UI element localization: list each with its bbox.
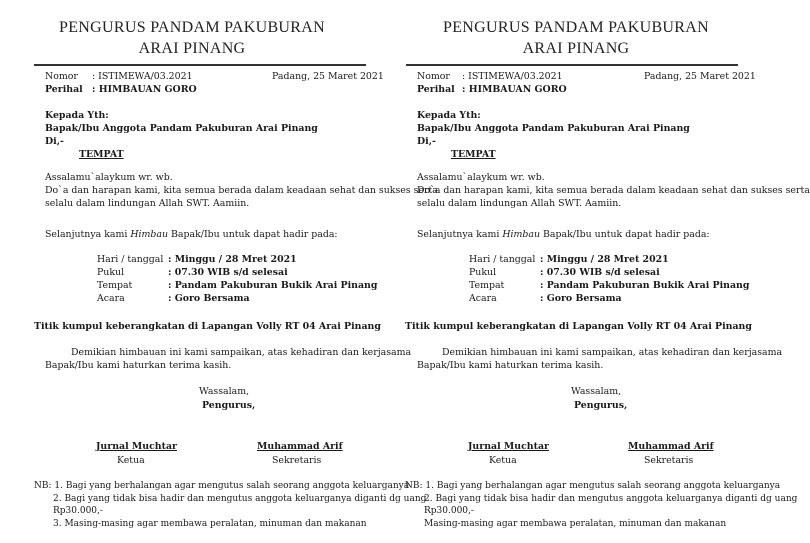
detail-value-place: : Pandam Pakuburan Bukik Arai Pinang — [540, 280, 750, 291]
detail-label-event: Acara — [97, 293, 125, 304]
body-line1: Do`a dan harapan kami, kita semua berada dalam keadaan sehat dan sukses serta — [45, 185, 438, 196]
detail-label-place: Tempat — [97, 280, 133, 291]
recipient: Bapak/Ibu Anggota Pandam Pakuburan Arai Pinang — [417, 123, 690, 134]
signature-sekretaris-role: Sekretaris — [644, 455, 694, 466]
header-rule — [406, 64, 738, 66]
signature-ketua-role: Ketua — [489, 455, 517, 466]
nb-line2: 2. Bagi yang tidak bisa hadir dan mengutus anggota keluarganya diganti dg uang — [424, 494, 798, 504]
signature-ketua-name: Jurnal Muchtar — [468, 441, 549, 452]
pengurus: Pengurus, — [202, 400, 256, 411]
header-rule — [34, 64, 366, 66]
detail-label-time: Pukul — [469, 267, 497, 278]
org-title-line1: PENGURUS PANDAM PAKUBURAN — [59, 19, 325, 36]
nb-line1: NB: 1. Bagi yang berhalangan agar mengutus salah seorang anggota keluarganya — [405, 481, 781, 491]
nomor-value: : ISTIMEWA/03.2021 — [462, 71, 563, 82]
place-date: Padang, 25 Maret 2021 — [644, 71, 756, 82]
detail-value-place: : Pandam Pakuburan Bukik Arai Pinang — [168, 280, 378, 291]
nb-line2: 2. Bagi yang tidak bisa hadir dan mengutus anggota keluarganya diganti dg uang — [53, 494, 427, 504]
nomor-label: Nomor — [45, 71, 78, 82]
intro-line: Selanjutnya kami Himbau Bapak/Ibu untuk dapat hadir pada: — [417, 229, 710, 240]
perihal-label: Perihal — [45, 84, 83, 95]
nb-line3: 3. Masing-masing agar membawa peralatan, minuman dan makanan — [53, 519, 367, 529]
signature-ketua-role: Ketua — [117, 455, 145, 466]
tempat: TEMPAT — [451, 149, 496, 160]
detail-value-event: : Goro Bersama — [168, 293, 250, 304]
tempat: TEMPAT — [79, 149, 124, 160]
detail-label-day: Hari / tanggal — [97, 254, 164, 265]
perihal-value: : HIMBAUAN GORO — [462, 84, 567, 95]
wassalam: Wassalam, — [571, 386, 622, 397]
detail-value-day: : Minggu / 28 Mret 2021 — [540, 254, 669, 265]
signature-ketua-name: Jurnal Muchtar — [96, 441, 177, 452]
nb-line1: NB: 1. Bagi yang berhalangan agar mengutus salah seorang anggota keluarganya — [34, 481, 410, 491]
detail-label-time: Pukul — [97, 267, 125, 278]
pengurus: Pengurus, — [574, 400, 628, 411]
di: Di,- — [417, 136, 436, 147]
wassalam: Wassalam, — [199, 386, 250, 397]
detail-label-place: Tempat — [469, 280, 505, 291]
perihal-label: Perihal — [417, 84, 455, 95]
closing-line1: Demikian himbauan ini kami sampaikan, atas kehadiran dan kerjasama — [71, 347, 412, 358]
gathering-point: Titik kumpul keberangkatan di Lapangan Volly RT 04 Arai Pinang — [34, 321, 381, 332]
org-title-line1: PENGURUS PANDAM PAKUBURAN — [443, 19, 709, 36]
org-title-line2: ARAI PINANG — [138, 40, 246, 57]
closing-line2: Bapak/Ibu kami haturkan terima kasih. — [417, 360, 604, 371]
detail-value-time: : 07.30 WIB s/d selesai — [168, 267, 288, 278]
body-line2: selalu dalam lindungan Allah SWT. Aamiin. — [45, 198, 250, 209]
nb-line2b: Rp30.000,- — [53, 506, 103, 516]
closing-line2: Bapak/Ibu kami haturkan terima kasih. — [45, 360, 232, 371]
perihal-value: : HIMBAUAN GORO — [92, 84, 197, 95]
detail-label-event: Acara — [469, 293, 497, 304]
detail-value-day: : Minggu / 28 Mret 2021 — [168, 254, 297, 265]
place-date: Padang, 25 Maret 2021 — [272, 71, 384, 82]
signature-sekretaris-name: Muhammad Arif — [257, 441, 343, 452]
recipient: Bapak/Ibu Anggota Pandam Pakuburan Arai Pinang — [45, 123, 318, 134]
kepada: Kepada Yth: — [45, 110, 109, 121]
nb-line3: Masing-masing agar membawa peralatan, minuman dan makanan — [424, 519, 727, 529]
signature-sekretaris-role: Sekretaris — [272, 455, 322, 466]
signature-sekretaris-name: Muhammad Arif — [628, 441, 714, 452]
detail-label-day: Hari / tanggal — [469, 254, 536, 265]
nomor-value: : ISTIMEWA/03.2021 — [92, 71, 193, 82]
greeting: Assalamu`alaykum wr. wb. — [45, 172, 173, 183]
intro-line: Selanjutnya kami Himbau Bapak/Ibu untuk dapat hadir pada: — [45, 229, 338, 240]
gathering-point: Titik kumpul keberangkatan di Lapangan Volly RT 04 Arai Pinang — [405, 321, 752, 332]
greeting: Assalamu`alaykum wr. wb. — [417, 172, 545, 183]
letter-right — [384, 0, 810, 543]
di: Di,- — [45, 136, 64, 147]
nomor-label: Nomor — [417, 71, 450, 82]
body-line1: Do`a dan harapan kami, kita semua berada dalam keadaan sehat dan sukses serta — [417, 185, 810, 196]
kepada: Kepada Yth: — [417, 110, 481, 121]
closing-line1: Demikian himbauan ini kami sampaikan, atas kehadiran dan kerjasama — [442, 347, 783, 358]
detail-value-time: : 07.30 WIB s/d selesai — [540, 267, 660, 278]
nb-line2b: Rp30.000,- — [424, 506, 474, 516]
body-line2: selalu dalam lindungan Allah SWT. Aamiin. — [417, 198, 622, 209]
detail-value-event: : Goro Bersama — [540, 293, 622, 304]
org-title-line2: ARAI PINANG — [522, 40, 630, 57]
